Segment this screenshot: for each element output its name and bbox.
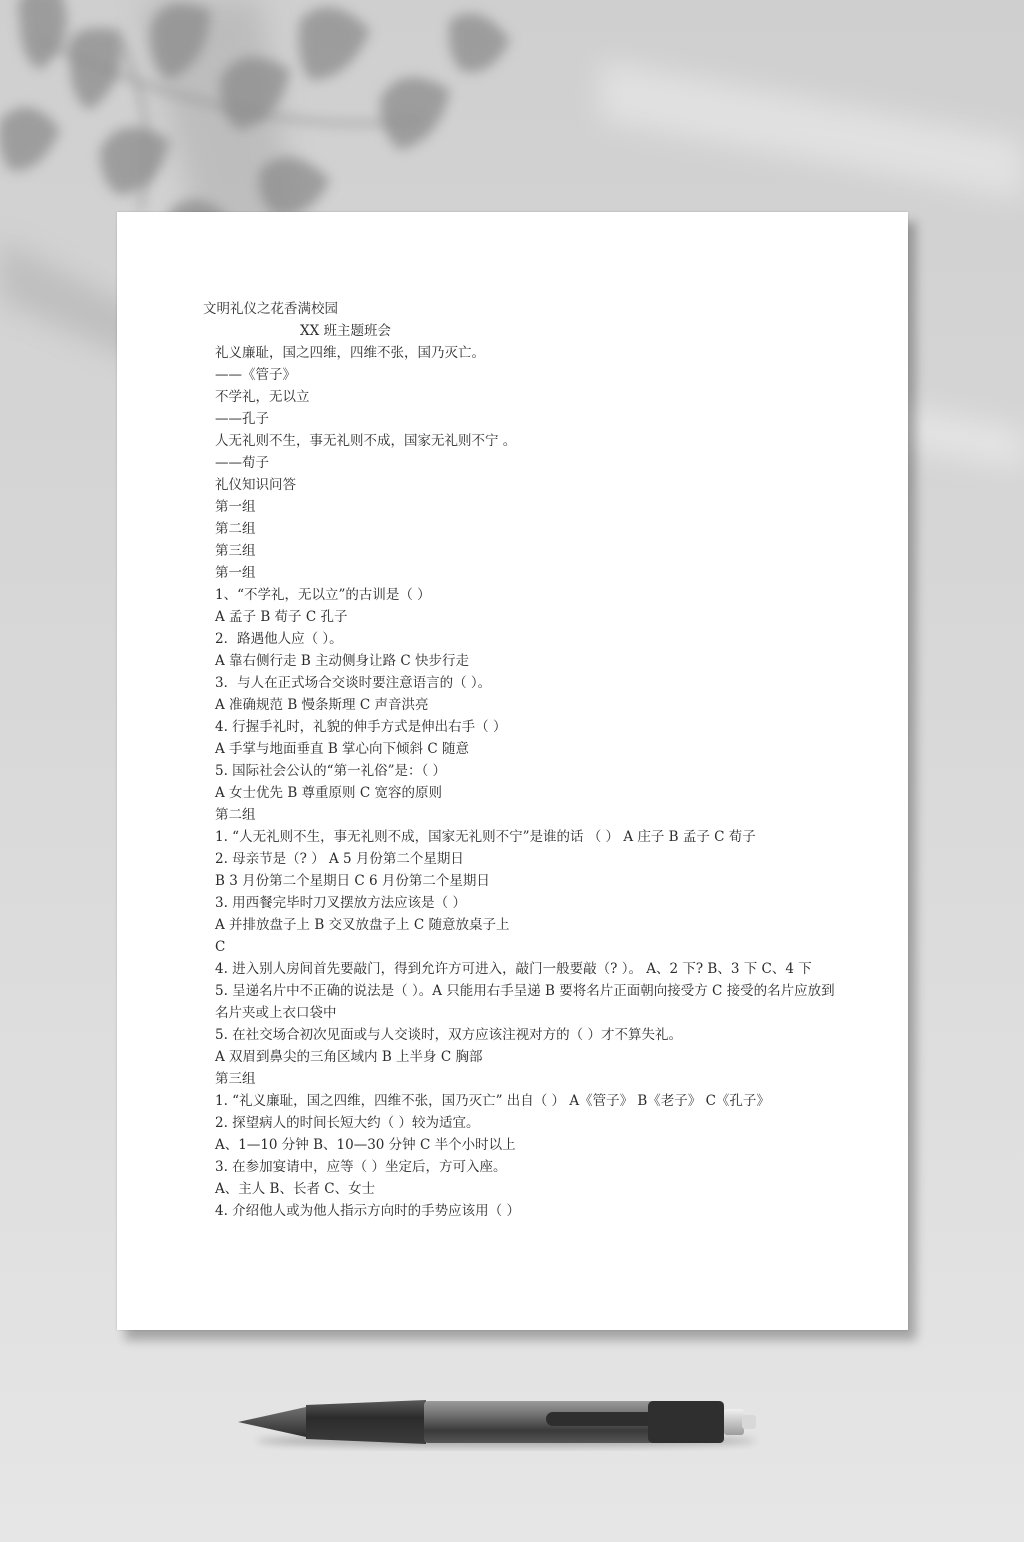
pen-icon bbox=[236, 1395, 760, 1451]
group-heading: 第二组 bbox=[215, 807, 256, 823]
answer-line: A 双眉到鼻尖的三角区域内 B 上半身 C 胸部 bbox=[215, 1049, 483, 1065]
text-line: ——孔子 bbox=[215, 411, 269, 427]
text-line: 礼义廉耻，国之四维，四维不张，国乃灭亡。 bbox=[215, 345, 485, 361]
answer-line: B 3 月份第二个星期日 C 6 月份第二个星期日 bbox=[215, 873, 490, 889]
document-page bbox=[117, 212, 908, 1330]
question-line: 5. 国际社会公认的“第一礼俗”是：（ ） bbox=[215, 763, 447, 779]
question-line: 1. “人无礼则不生，事无礼则不成，国家无礼则不宁”是谁的话 （ ） A 庄子 B 孟子 C 荀子 bbox=[215, 829, 756, 845]
answer-line: C bbox=[215, 939, 226, 955]
document-body bbox=[203, 298, 843, 1222]
answer-line: A 靠右侧行走 B 主动侧身让路 C 快步行走 bbox=[215, 653, 469, 669]
text-line: ——荀子 bbox=[215, 455, 269, 471]
text-line: ——《管子》 bbox=[215, 367, 296, 383]
group-heading: 第三组 bbox=[215, 543, 256, 559]
answer-line: A、1—10 分钟 B、10—30 分钟 C 半个小时以上 bbox=[215, 1137, 516, 1153]
document-title: 文明礼仪之花香满校园 bbox=[203, 301, 338, 317]
section-heading: 礼仪知识问答 bbox=[215, 477, 296, 493]
question-line: 4. 介绍他人或为他人指示方向时的手势应该用（ ） bbox=[215, 1203, 520, 1219]
question-line: 1、“不学礼，无以立”的古训是（ ） bbox=[215, 587, 431, 603]
question-line: 4. 进入别人房间首先要敲门，得到允许方可进入，敲门一般要敲（? ）。 A、2 下? B、3 下 C、4 下 bbox=[215, 961, 812, 977]
question-line: 1. “礼义廉耻，国之四维，四维不张，国乃灭亡” 出自（ ） A《管子》 B《老子》 C《孔子》 bbox=[215, 1093, 770, 1109]
document-subtitle: XX 班主题班会 bbox=[300, 323, 392, 339]
group-heading: 第二组 bbox=[215, 521, 256, 537]
question-line: 5. 呈递名片中不正确的说法是（ ）。A 只能用右手呈递 B 要将名片正面朝向接受方 C 接受的名片应放到名片夹或上衣口袋中 bbox=[215, 983, 835, 1021]
question-line: 5. 在社交场合初次见面或与人交谈时，双方应该注视对方的（ ）才不算失礼。 bbox=[215, 1027, 682, 1043]
answer-line: A 女士优先 B 尊重原则 C 宽容的原则 bbox=[215, 785, 442, 801]
answer-line: A 孟子 B 荀子 C 孔子 bbox=[215, 609, 348, 625]
group-heading: 第一组 bbox=[215, 565, 256, 581]
question-line: 2. 探望病人的时间长短大约（ ）较为适宜。 bbox=[215, 1115, 480, 1131]
text-line: 人无礼则不生，事无礼则不成，国家无礼则不宁 。 bbox=[215, 433, 517, 449]
question-line: 3. 用西餐完毕时刀叉摆放方法应该是（ ） bbox=[215, 895, 466, 911]
answer-line: A 并排放盘子上 B 交叉放盘子上 C 随意放桌子上 bbox=[215, 917, 510, 933]
group-heading: 第一组 bbox=[215, 499, 256, 515]
answer-line: A 准确规范 B 慢条斯理 C 声音洪亮 bbox=[215, 697, 429, 713]
question-line: 2．路遇他人应（ ）。 bbox=[215, 631, 343, 647]
question-line: 3. 在参加宴请中，应等（ ）坐定后，方可入座。 bbox=[215, 1159, 507, 1175]
text-line: 不学礼，无以立 bbox=[215, 389, 310, 405]
answer-line: A、主人 B、长者 C、女士 bbox=[215, 1181, 376, 1197]
question-line: 2. 母亲节是（? ） A 5 月份第二个星期日 bbox=[215, 851, 464, 867]
answer-line: A 手掌与地面垂直 B 掌心向下倾斜 C 随意 bbox=[215, 741, 469, 757]
group-heading: 第三组 bbox=[215, 1071, 256, 1087]
question-line: 3．与人在正式场合交谈时要注意语言的（ ）。 bbox=[215, 675, 492, 691]
question-line: 4. 行握手礼时，礼貌的伸手方式是伸出右手（ ） bbox=[215, 719, 507, 735]
